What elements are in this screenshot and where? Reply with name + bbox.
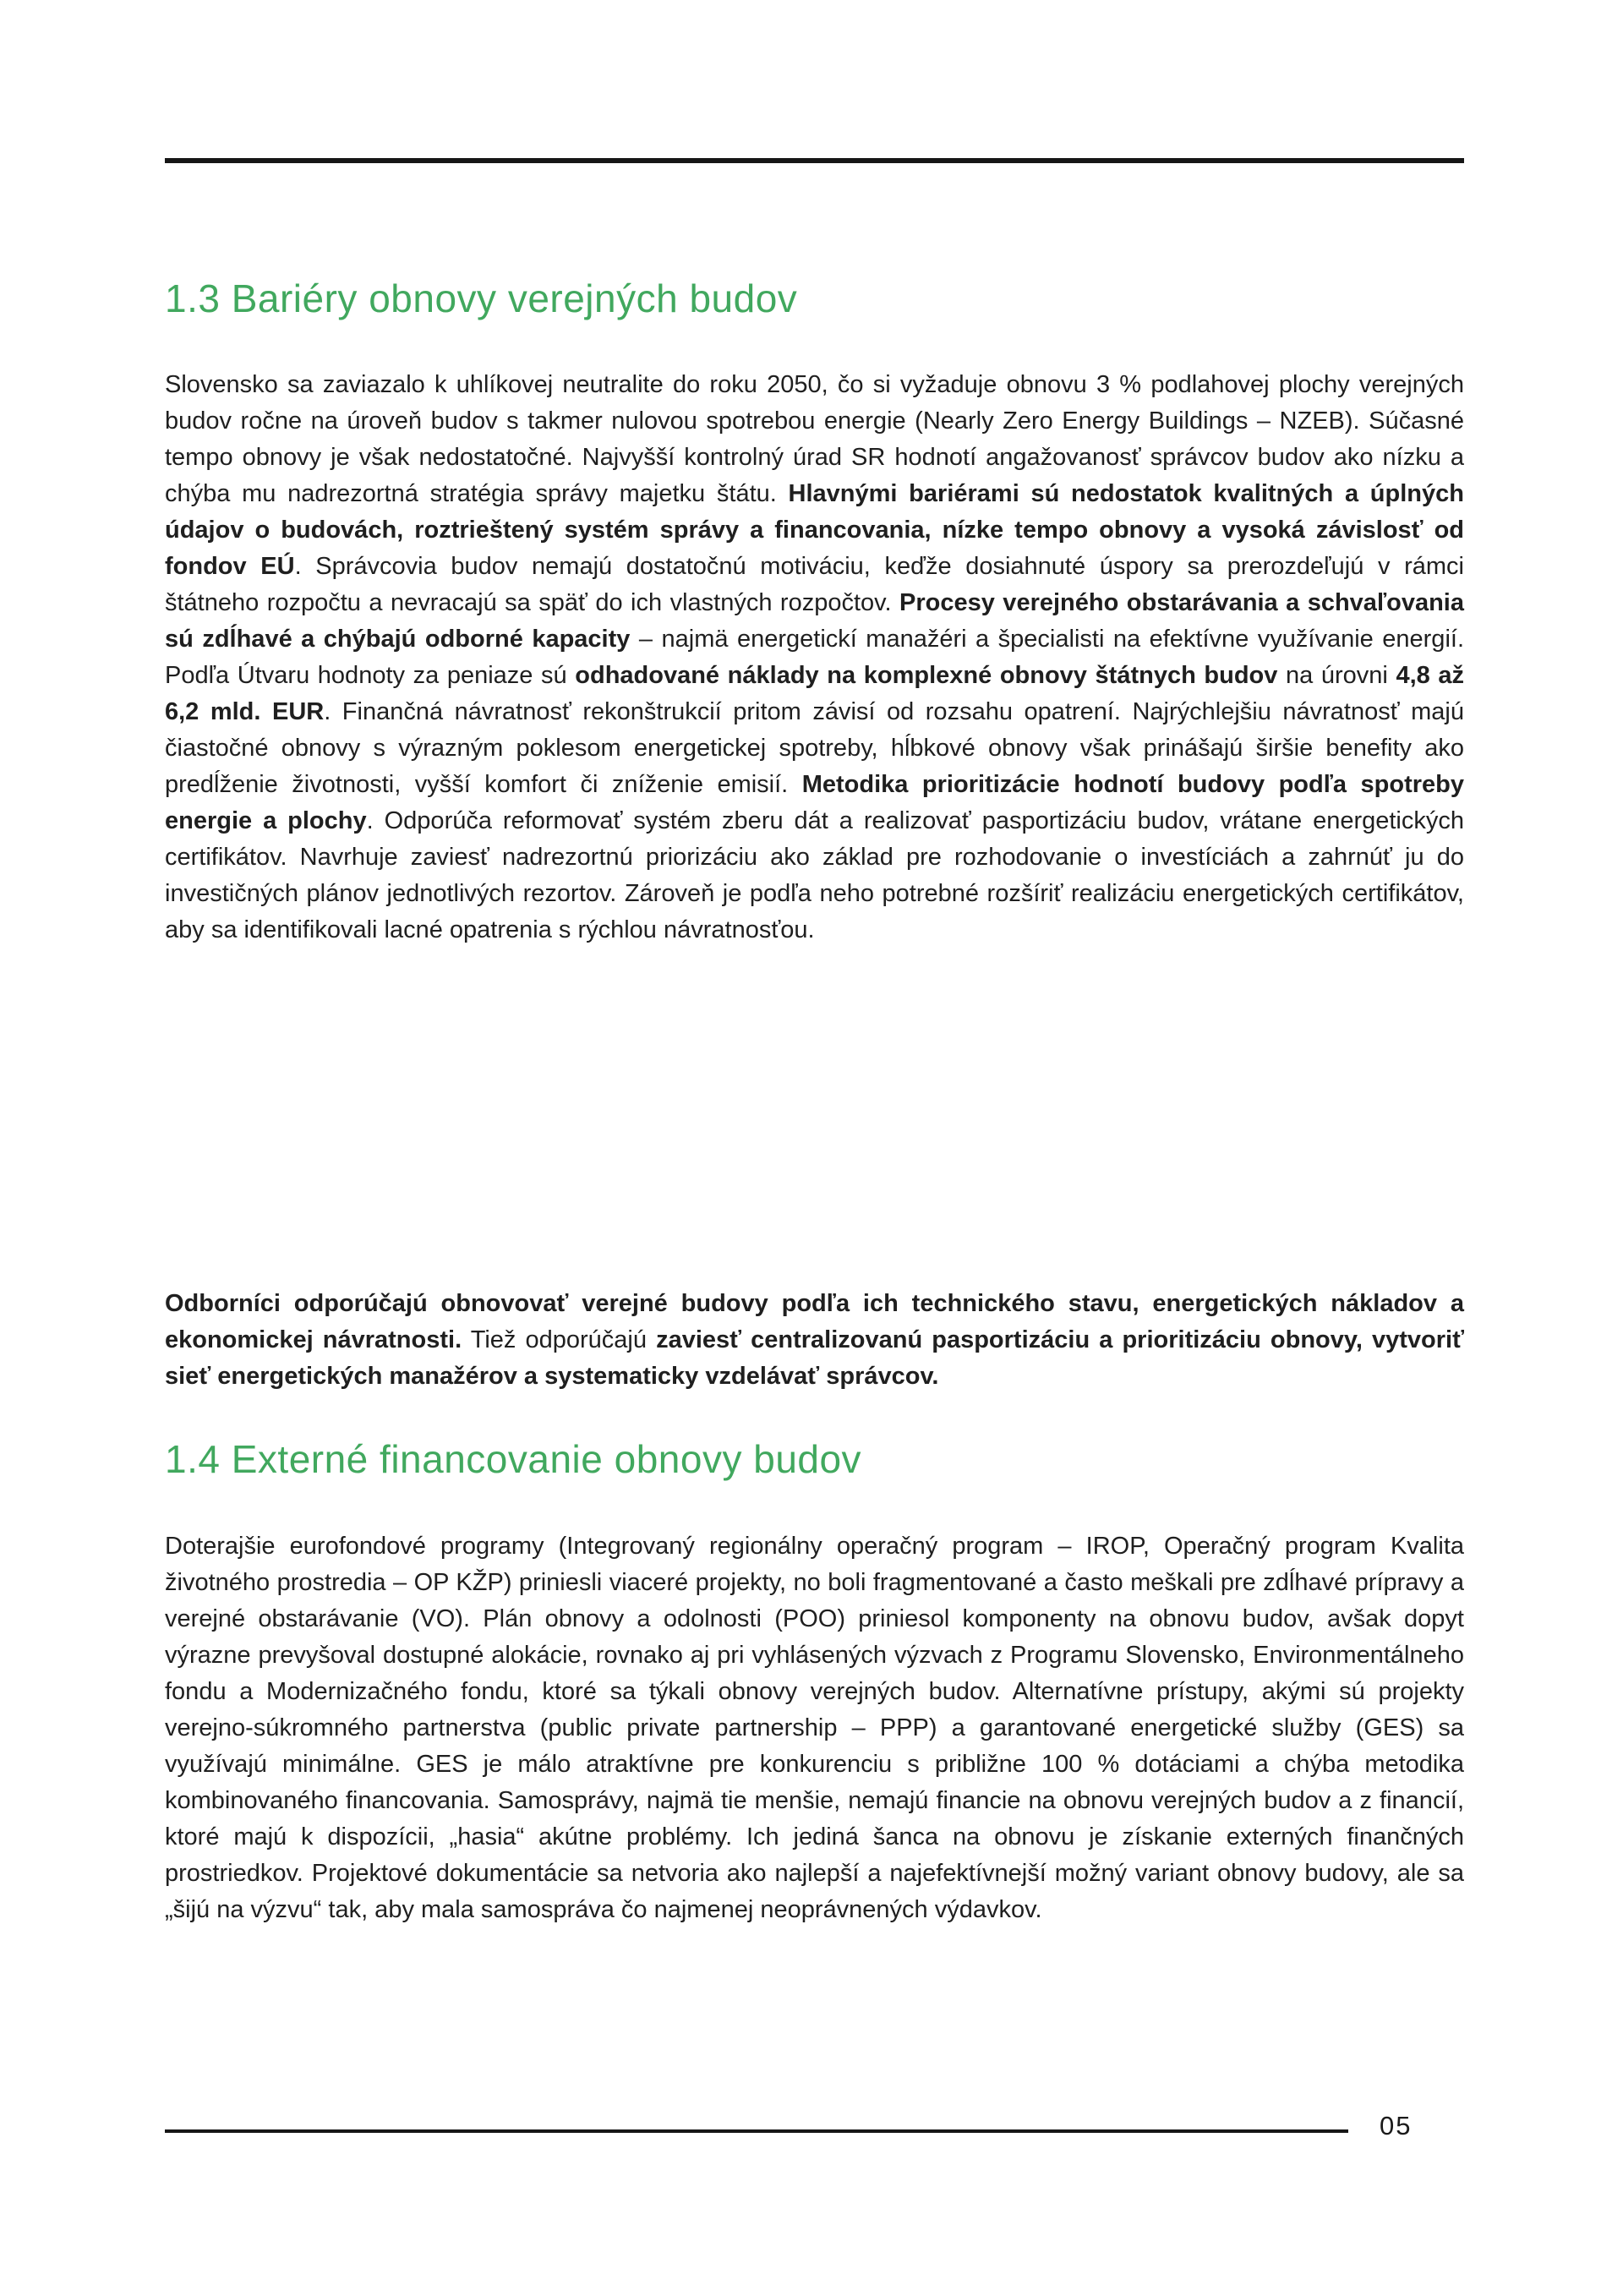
text-segment: na úrovni: [1277, 662, 1396, 689]
text-segment: Tiež odporúčajú: [462, 1326, 657, 1353]
text-segment: – najmä energetickí manažéri a špecialisti na efektívne využívanie energií. Podľa Útvaru hodnoty za peniaze sú: [165, 626, 1464, 689]
bold-text-segment: zaviesť centralizovanú pasportizáciu a prioritizáciu obnovy, vytvoriť sieť energetických manažérov a systematicky vzdelávať správcov.: [165, 1326, 1464, 1390]
bold-text-segment: Hlavnými bariérami sú nedostatok kvalitných a úplných údajov o budovách, roztrieštený systém správy a financovania, nízke tempo obnovy a vysoká závislosť od fondov EÚ: [165, 480, 1464, 580]
bold-text-segment: 4,8 až 6,2 mld. EUR: [165, 662, 1464, 725]
section-1-3-body-paragraph: [165, 367, 1464, 948]
text-segment: . Správcovia budov nemajú dostatočnú motiváciu, keďže dosiahnuté úspory sa prerozdeľujú v rámci štátneho rozpočtu a nevracajú sa späť do ich vlastných rozpočtov.: [165, 553, 1464, 616]
section-1-3-recommendation-paragraph: [165, 1286, 1464, 1395]
section-1-4-body-paragraph: [165, 1528, 1464, 1928]
page-number: 05: [1380, 2111, 1413, 2140]
top-divider-rule: [165, 158, 1464, 163]
bold-text-segment: Metodika prioritizácie hodnotí budovy podľa spotreby energie a plochy: [165, 771, 1464, 834]
section-heading-1-4: 1.4 Externé financovanie obnovy budov: [165, 1437, 862, 1481]
text-segment: . Finančná návratnosť rekonštrukcií pritom závisí od rozsahu opatrení. Najrýchlejšiu návratnosť majú čiastočné obnovy s výrazným poklesom energetickej spotreby, hĺbkové obnovy však prinášajú širšie benefity ako predĺženie životnosti, vyšší komfort či zníženie emisií.: [165, 698, 1464, 798]
text-segment: . Odporúča reformovať systém zberu dát a realizovať pasportizáciu budov, vrátane energetických certifikátov. Navrhuje zaviesť nadrezortnú priorizáciu ako základ pre rozhodovanie o investíciách a zahrnúť ju do investičných plánov jednotlivých rezortov. Zároveň je podľa neho potrebné rozšíriť realizáciu energetických certifikátov, aby sa identifikovali lacné opatrenia s rýchlou návratnosťou.: [165, 807, 1464, 943]
section-heading-1-3: 1.3 Bariéry obnovy verejných budov: [165, 276, 798, 320]
text-segment: Doterajšie eurofondové programy (Integrovaný regionálny operačný program – IROP, Operačný program Kvalita životného prostredia – OP KŽP) priniesli viaceré projekty, no boli fragmentované a často meškali pre zdĺhavé prípravy a verejné obstarávanie (VO). Plán obnovy a odolnosti (POO) priniesol komponenty na obnovu budov, avšak dopyt výrazne prevyšoval dostupné alokácie, rovnako aj pri vyhlásených výzvach z Programu Slovensko, Environmentálneho fondu a Modernizačného fondu, ktoré sa týkali obnovy verejných budov. Alternatívne prístupy, akými sú projekty verejno-súkromného partnerstva (public private partnership – PPP) a garantované energetické služby (GES) sa využívajú minimálne. GES je málo atraktívne pre konkurenciu s približne 100 % dotáciami a chýba metodika kombinovaného financovania. Samosprávy, najmä tie menšie, nemajú financie na obnovu verejných budov a z financií, ktoré majú k dispozícii, „hasia“ akútne problémy. Ich jediná šanca na obnovu je získanie externých finančných prostriedkov. Projektové dokumentácie sa netvoria ako najlepší a najefektívnejší možný variant obnovy budovy, ale sa „šijú na výzvu“ tak, aby mala samospráva čo najmenej neoprávnených výdavkov.: [165, 1533, 1464, 1923]
bold-text-segment: Procesy verejného obstarávania a schvaľovania sú zdĺhavé a chýbajú odborné kapacity: [165, 589, 1464, 653]
bold-text-segment: odhadované náklady na komplexné obnovy štátnych budov: [575, 662, 1278, 689]
bold-text-segment: Odborníci odporúčajú obnovovať verejné budovy podľa ich technického stavu, energetických nákladov a ekonomickej návratnosti.: [165, 1290, 1464, 1353]
text-segment: Slovensko sa zaviazalo k uhlíkovej neutralite do roku 2050, čo si vyžaduje obnovu 3 % podlahovej plochy verejných budov ročne na úroveň budov s takmer nulovou spotrebou energie (Nearly Zero Energy Buildings – NZEB). Súčasné tempo obnovy je však nedostatočné. Najvyšší kontrolný úrad SR hodnotí angažovanosť správcov budov ako nízku a chýba mu nadrezortná stratégia správy majetku štátu.: [165, 371, 1464, 507]
footer-divider-rule: [165, 2129, 1348, 2133]
